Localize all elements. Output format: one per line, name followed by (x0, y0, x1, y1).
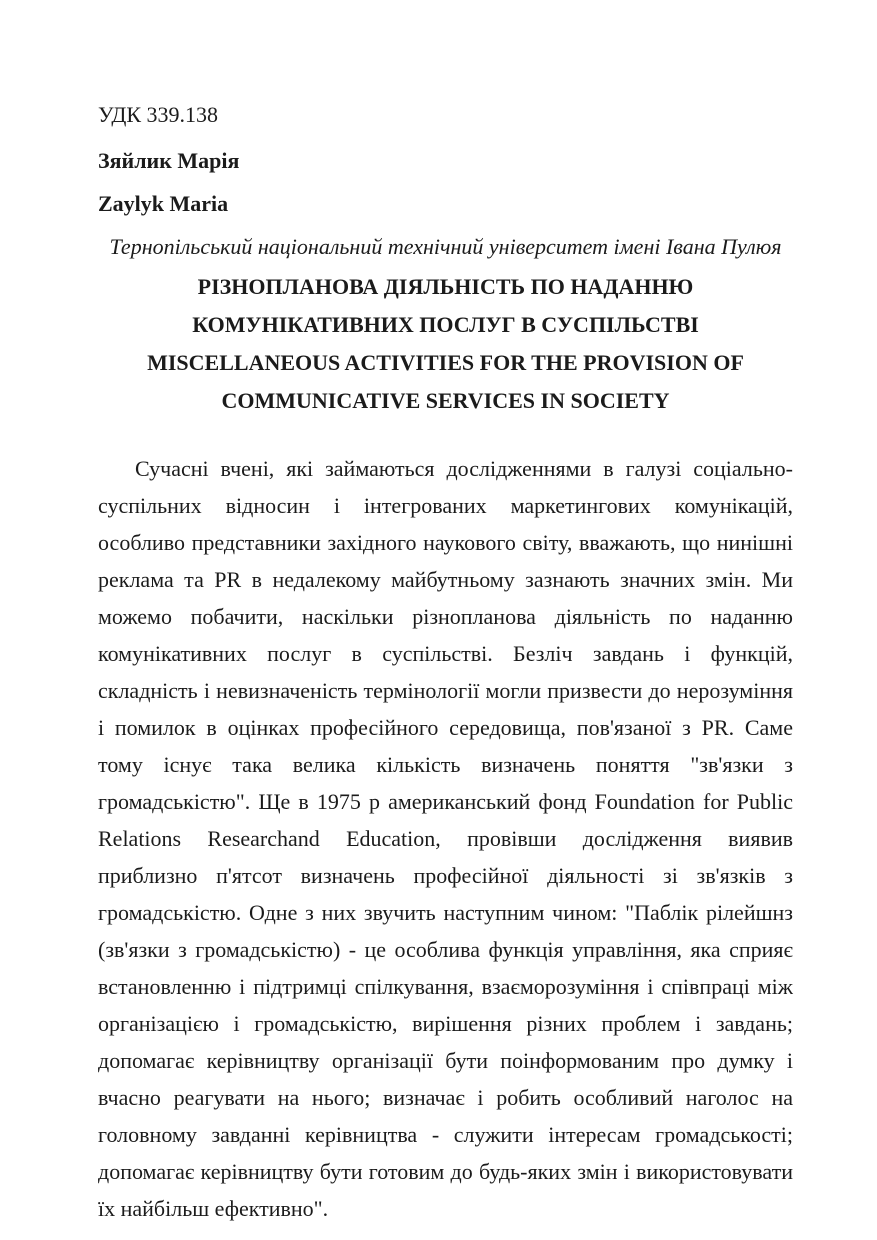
title-en-line-2: COMMUNICATIVE SERVICES IN SOCIETY (221, 388, 670, 413)
title-uk-line-1: РІЗНОПЛАНОВА ДІЯЛЬНІСТЬ ПО НАДАННЮ (197, 274, 694, 299)
udc-number: УДК 339.138 (98, 102, 219, 127)
title-uk-line-2: КОМУНІКАТИВНИХ ПОСЛУГ В СУСПІЛЬСТВІ (192, 312, 699, 337)
title-en-line-1: MISCELLANEOUS ACTIVITIES FOR THE PROVISION OF (147, 350, 744, 375)
author-name-en: Zaylyk Maria (98, 191, 229, 216)
affiliation: Тернопільський національний технічний університет імені Івана Пулюя (109, 234, 782, 259)
paper-title (98, 268, 793, 420)
author-name-uk: Зяйлик Марія (98, 148, 240, 173)
abstract-paragraph: Сучасні вчені, які займаються дослідженнями в галузі соціально-суспільних відносин і інтегрованих маркетингових комунікацій, особливо представники західного наукового світу, вважають, що нинішні реклама та PR в недалекому майбутньому зазнають значних змін. Ми можемо побачити, наскільки різнопланова діяльність по наданню комунікативних послуг в суспільстві. Безліч завдань і функцій, складність і невизначеність термінології могли призвести до нерозуміння і помилок в оцінках професійного середовища, пов'язаної з PR. Саме тому існує така велика кількість визначень поняття "зв'язки з громадськістю". Ще в 1975 р американський фонд Foundation for Public Relations Researchand Education, провівши дослідження виявив приблизно п'ятсот визначень професійної діяльності зі зв'язків з громадськістю. Одне з них звучить наступним чином: "Паблік рілейшнз (зв'язки з громадськістю) - це особлива функція управління, яка сприяє встановленню і підтримці спілкування, взаєморозуміння і співпраці між організацією і громадськістю, вирішення різних проблем і завдань; допомагає керівництву організації бути поінформованим про думку і вчасно реагувати на нього; визначає і робить особливий наголос на головному завданні керівництва - служити інтересам громадськості; допомагає керівництву бути готовим до будь-яких змін і використовувати їх найбільш ефективно". (98, 456, 793, 1221)
